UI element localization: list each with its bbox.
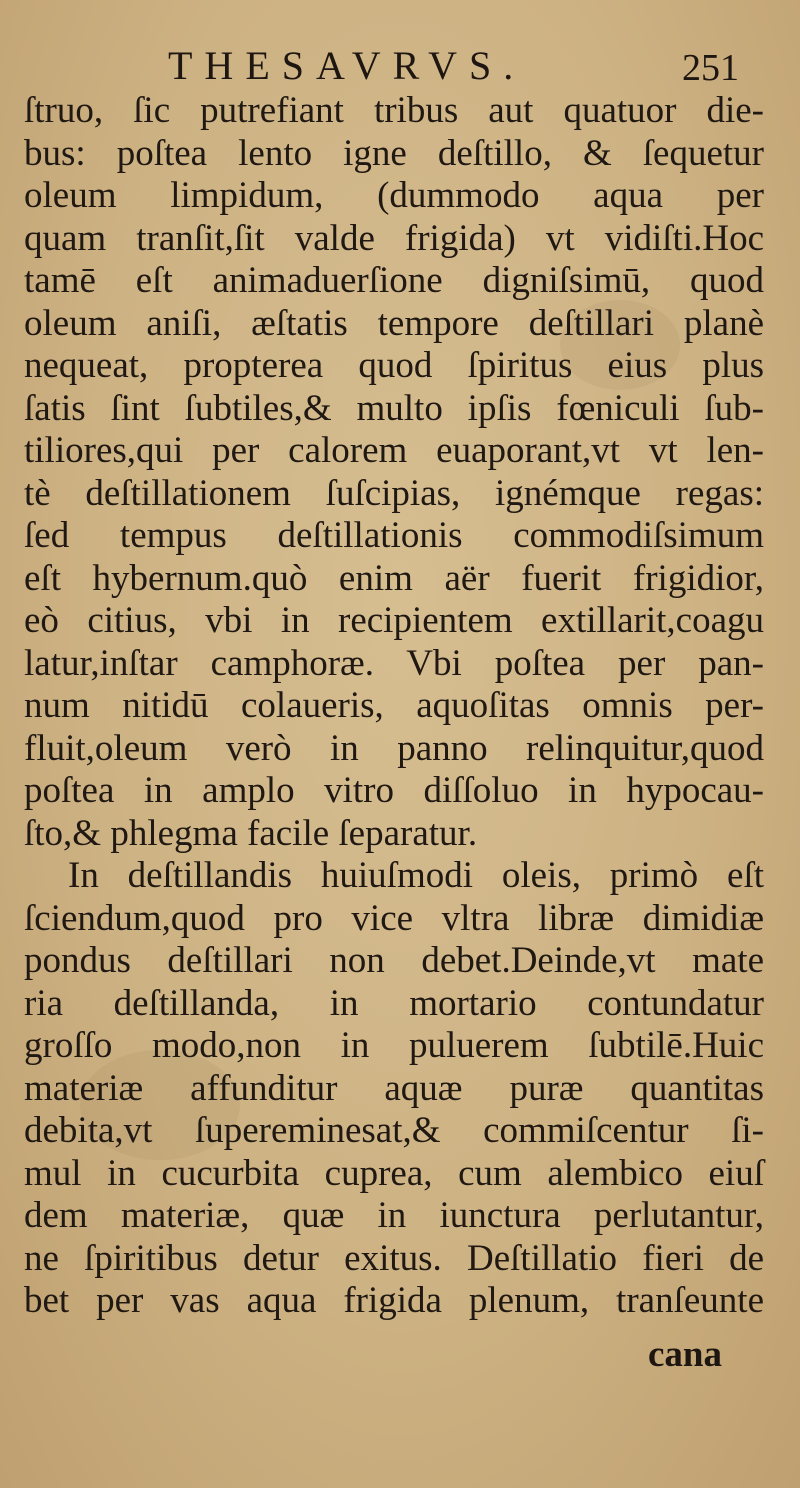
text-line: nequeat, propterea quod ſpiritus eius plus bbox=[24, 345, 764, 386]
text-line: materiæ affunditur aquæ puræ quantitas bbox=[24, 1067, 764, 1109]
catchword-row bbox=[0, 1333, 800, 1377]
text-line: tè deſtillationem ſuſcipias, ignémque regas: bbox=[24, 472, 764, 514]
text-line: fluit,oleum verò in panno relinquitur,quod bbox=[24, 727, 764, 769]
text-line: num nitidū colaueris, aquoſitas omnis per- bbox=[24, 685, 764, 726]
text-line: oleum limpidum, (dummodo aqua per bbox=[24, 175, 764, 216]
text-line: bus: poſtea lento igne deſtillo, & ſequetur bbox=[24, 132, 764, 174]
text-line: tamē eſt animaduerſione digniſsimū, quod bbox=[24, 260, 764, 301]
text-line: ſatis ſint ſubtiles,& multo ipſis fœniculi ſub- bbox=[24, 387, 764, 429]
text-line: ria deſtillanda, in mortario contundatur bbox=[24, 982, 764, 1024]
text-line: poſtea in amplo vitro diſſoluo in hypocau- bbox=[24, 770, 764, 811]
text-line: dem materiæ, quæ in iunctura perlutantur, bbox=[24, 1195, 764, 1236]
text-line: ſtruo, ſic putrefiant tribus aut quatuor die- bbox=[24, 90, 764, 131]
text-line: groſſo modo,non in puluerem ſubtilē.Huic bbox=[24, 1025, 764, 1066]
text-line: latur,inſtar camphoræ. Vbi poſtea per pan- bbox=[24, 642, 764, 684]
text-line: bet per vas aqua frigida plenum, tranſeunte bbox=[24, 1280, 764, 1321]
catchword: cana bbox=[648, 1334, 722, 1375]
text-line: debita,vt ſupereminesat,& commiſcentur ſi- bbox=[24, 1110, 764, 1151]
text-line: eſt hybernum.quò enim aër fuerit frigidior, bbox=[24, 557, 764, 599]
text-line: quam tranſit,ſit valde frigida) vt vidiſti.Hoc bbox=[24, 217, 764, 259]
text-line: mul in cucurbita cuprea, cum alembico eiuſ bbox=[24, 1152, 764, 1194]
text-line: ſciendum,quod pro vice vltra libræ dimidiæ bbox=[24, 897, 764, 939]
text-line: ſed tempus deſtillationis commodiſsimum bbox=[24, 515, 764, 556]
text-line: eò citius, vbi in recipientem extillarit,coagu bbox=[24, 600, 764, 641]
page-header bbox=[0, 38, 800, 88]
paragraph-end-line: ſto,& phlegma facile ſeparatur. bbox=[24, 812, 478, 854]
page-number: 251 bbox=[682, 47, 739, 89]
running-title: THESAVRVS. bbox=[168, 43, 526, 88]
text-line: tiliores,qui per calorem euaporant,vt vt len- bbox=[24, 430, 764, 471]
text-line: ne ſpiritibus detur exitus. Deſtillatio fieri de bbox=[24, 1237, 764, 1279]
body-text bbox=[24, 90, 764, 1323]
text-line: oleum aniſi, æſtatis tempore deſtillari planè bbox=[24, 302, 764, 344]
paragraph-start-line: In deſtillandis huiuſmodi oleis, primò eſt bbox=[68, 855, 764, 896]
text-line: pondus deſtillari non debet.Deinde,vt mate bbox=[24, 940, 764, 981]
